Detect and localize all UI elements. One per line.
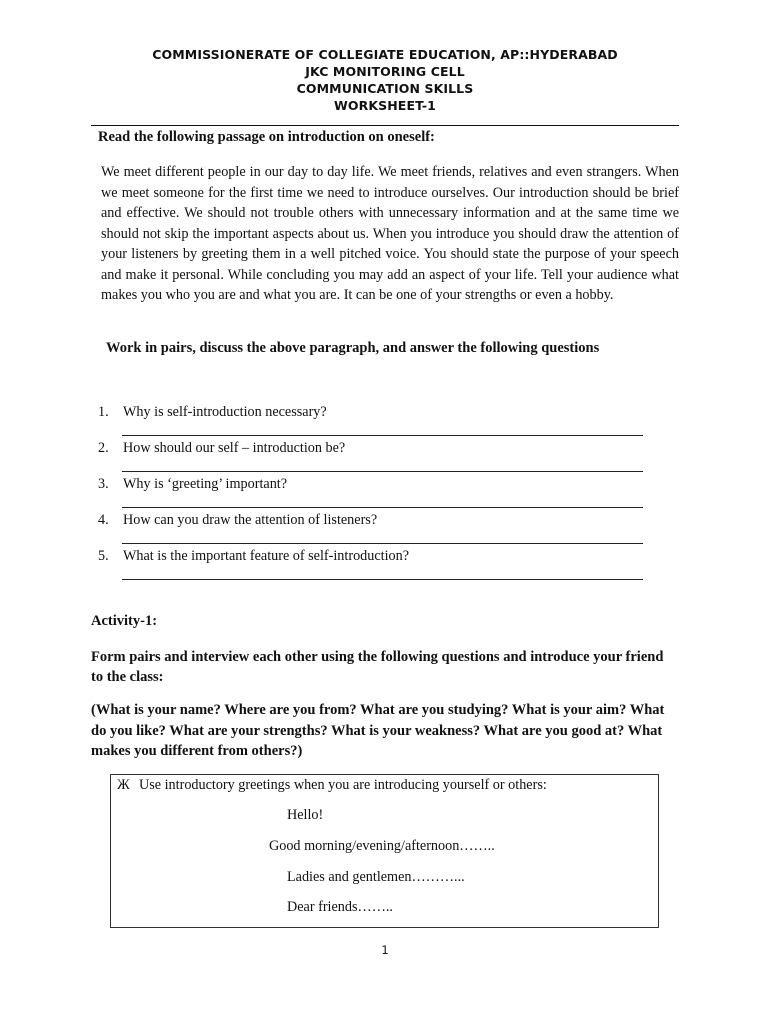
question-text: What is the important feature of self-introduction? xyxy=(123,548,410,564)
question-item xyxy=(98,548,658,584)
passage-heading: Read the following passage on introduction on oneself: xyxy=(98,129,435,145)
question-list xyxy=(98,404,658,584)
greeting-hello: Hello! xyxy=(287,807,324,823)
question-item xyxy=(98,404,658,440)
answer-line[interactable] xyxy=(122,471,643,472)
header-communication-skills: COMMUNICATION SKILLS xyxy=(296,81,474,96)
page-number: 1 xyxy=(381,943,389,957)
header-worksheet-title: WORKSHEET-1 xyxy=(334,98,436,113)
header-commissionerate: COMMISSIONERATE OF COLLEGIATE EDUCATION, AP::HYDERABAD xyxy=(152,47,618,62)
question-number: 1. xyxy=(98,404,109,420)
greetings-intro xyxy=(117,777,547,794)
activity-title: Activity-1: xyxy=(91,613,158,629)
question-number: 4. xyxy=(98,512,109,528)
header-divider xyxy=(91,125,679,126)
greeting-good-morning: Good morning/evening/afternoon…….. xyxy=(269,838,495,854)
question-item xyxy=(98,440,658,476)
greeting-ladies-gentlemen: Ladies and gentlemen………... xyxy=(287,869,465,885)
greeting-dear-friends: Dear friends…….. xyxy=(287,899,393,915)
work-in-pairs-heading: Work in pairs, discuss the above paragraph, and answer the following questions xyxy=(106,340,600,356)
question-item xyxy=(98,512,658,548)
greetings-box xyxy=(110,774,659,928)
activity-interview-questions: (What is your name? Where are you from? What are you studying? What is your aim? What do you like? What are your strengths? What is your weakness? What are you good at? What makes you different from others?) xyxy=(91,702,665,759)
passage-text: We meet different people in our day to day life. We meet friends, relatives and even strangers. When we meet someone for the first time we need to introduce ourselves. Our introduction should be brief and effective. We should not trouble others with unnecessary information and at the same time we should not skip the important aspects about us. When you introduce you should draw the attention of your listeners by greeting them in a well pitched voice. You should state the purpose of your speech and make it personal. While concluding you may add an aspect of your life. Tell your audience what makes you who you are and what you are. It can be one of your strengths or even a hobby. xyxy=(101,164,679,303)
answer-line[interactable] xyxy=(122,579,643,580)
question-text: How can you draw the attention of listeners? xyxy=(123,512,378,528)
question-text: Why is ‘greeting’ important? xyxy=(123,476,288,492)
greetings-intro-text: Use introductory greetings when you are introducing yourself or others: xyxy=(139,777,547,793)
document-header xyxy=(0,46,770,114)
answer-line[interactable] xyxy=(122,435,643,436)
question-number: 2. xyxy=(98,440,109,456)
question-text: Why is self-introduction necessary? xyxy=(123,404,327,420)
question-text: How should our self – introduction be? xyxy=(123,440,346,456)
answer-line[interactable] xyxy=(122,507,643,508)
question-item xyxy=(98,476,658,512)
activity-instruction: Form pairs and interview each other using the following questions and introduce your friend to the class: xyxy=(91,649,664,685)
answer-line[interactable] xyxy=(122,543,643,544)
question-number: 3. xyxy=(98,476,109,492)
bullet-icon: Ж xyxy=(117,777,130,793)
question-number: 5. xyxy=(98,548,109,564)
header-monitoring-cell: JKC MONITORING CELL xyxy=(305,64,465,79)
